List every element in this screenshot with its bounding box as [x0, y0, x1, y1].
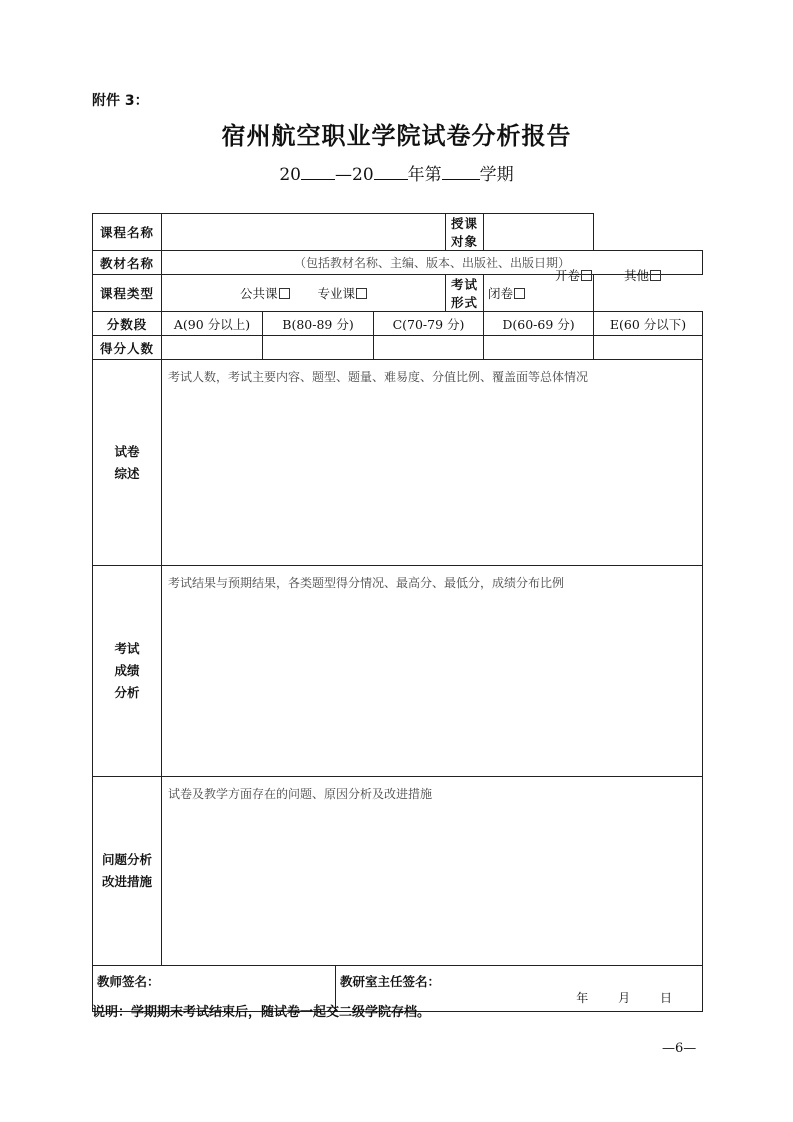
audience-field[interactable]: [484, 214, 594, 251]
problems-label-line-2: 改进措施: [101, 874, 152, 889]
score-count-a[interactable]: [162, 336, 263, 360]
summary-label-line-2: 综述: [114, 465, 140, 481]
summary-label-line-1: 试卷: [114, 443, 140, 459]
problems-label-line-1: 问题分析: [101, 852, 152, 867]
score-band-d: D(60-69 分): [484, 312, 594, 336]
analysis-form-table: [92, 213, 703, 1012]
exam-form-extra-options: [555, 266, 661, 284]
score-count-c[interactable]: [374, 336, 484, 360]
year-end-blank[interactable]: [374, 165, 408, 180]
checkbox-public-course[interactable]: [279, 288, 290, 299]
course-name-field[interactable]: [162, 214, 446, 251]
course-type-label: 课程类型: [93, 275, 162, 312]
date-month-label: 月: [618, 991, 631, 1005]
term-prefix-2: —20: [335, 165, 374, 185]
option-major-course-label: 专业课: [317, 286, 355, 301]
row-results: [93, 566, 703, 777]
option-open-book[interactable]: [555, 268, 592, 283]
row-course-name: [93, 214, 703, 251]
teacher-signature-label: 教师签名：: [97, 974, 160, 989]
option-closed-book[interactable]: [488, 286, 525, 301]
score-band-b: B(80-89 分): [263, 312, 374, 336]
checkbox-closed-book[interactable]: [514, 288, 525, 299]
date-day-label: 日: [659, 991, 672, 1005]
signature-date: [550, 989, 672, 1006]
checkbox-open-book[interactable]: [581, 270, 592, 281]
audience-label: 授课对象: [446, 214, 484, 251]
page-title: 宿州航空职业学院试卷分析报告: [221, 121, 572, 150]
term-line: [0, 160, 793, 185]
date-year-label: 年: [576, 991, 589, 1005]
score-band-label: 分数段: [93, 312, 162, 336]
term-prefix-1: 20: [279, 165, 301, 185]
score-band-c: C(70-79 分): [374, 312, 484, 336]
results-label-line-3: 分析: [114, 685, 140, 700]
director-signature-label: 教研室主任签名：: [340, 974, 441, 989]
summary-label: [93, 360, 162, 566]
term-number-blank[interactable]: [442, 165, 480, 180]
attachment-label: 附件 3：: [92, 93, 149, 109]
option-other[interactable]: [624, 268, 661, 283]
textbook-field[interactable]: （包括教材名称、主编、版本、出版社、出版日期）: [162, 251, 703, 275]
problems-label: [93, 777, 162, 966]
score-count-e[interactable]: [594, 336, 703, 360]
exam-form-label: 考试形式: [446, 275, 484, 312]
year-start-blank[interactable]: [301, 165, 335, 180]
score-count-b[interactable]: [263, 336, 374, 360]
row-summary: [93, 360, 703, 566]
textbook-label: 教材名称: [93, 251, 162, 275]
term-year-suffix: 年第: [407, 165, 442, 185]
checkbox-major-course[interactable]: [356, 288, 367, 299]
summary-field[interactable]: 考试人数，考试主要内容、题型、题量、难易度、分值比例、覆盖面等总体情况: [162, 360, 703, 566]
results-label-line-2: 成绩: [114, 663, 140, 678]
problems-field[interactable]: 试卷及教学方面存在的问题、原因分析及改进措施: [162, 777, 703, 966]
option-other-label: 其他: [624, 268, 650, 283]
score-count-d[interactable]: [484, 336, 594, 360]
results-label: [93, 566, 162, 777]
page-number: —6—: [662, 1041, 697, 1056]
option-public-course[interactable]: [240, 284, 290, 302]
score-count-label: 得分人数: [93, 336, 162, 360]
course-type-options: [162, 275, 446, 312]
score-band-e: E(60 分以下): [594, 312, 703, 336]
row-score-counts: [93, 336, 703, 360]
results-field[interactable]: 考试结果与预期结果，各类题型得分情况、最高分、最低分，成绩分布比例: [162, 566, 703, 777]
option-major-course[interactable]: [317, 284, 367, 302]
checkbox-other[interactable]: [650, 270, 661, 281]
score-band-a: A(90 分以上): [162, 312, 263, 336]
term-suffix: 学期: [479, 165, 514, 185]
option-open-book-label: 开卷: [555, 268, 581, 283]
row-problems: [93, 777, 703, 966]
row-score-bands: [93, 312, 703, 336]
option-public-course-label: 公共课: [239, 286, 278, 301]
results-label-line-1: 考试: [114, 641, 140, 656]
footnote: 说明：学期期末考试结束后，随试卷一起交二级学院存档。: [92, 1005, 431, 1020]
option-closed-book-label: 闭卷: [488, 286, 514, 301]
course-name-label: 课程名称: [93, 214, 162, 251]
